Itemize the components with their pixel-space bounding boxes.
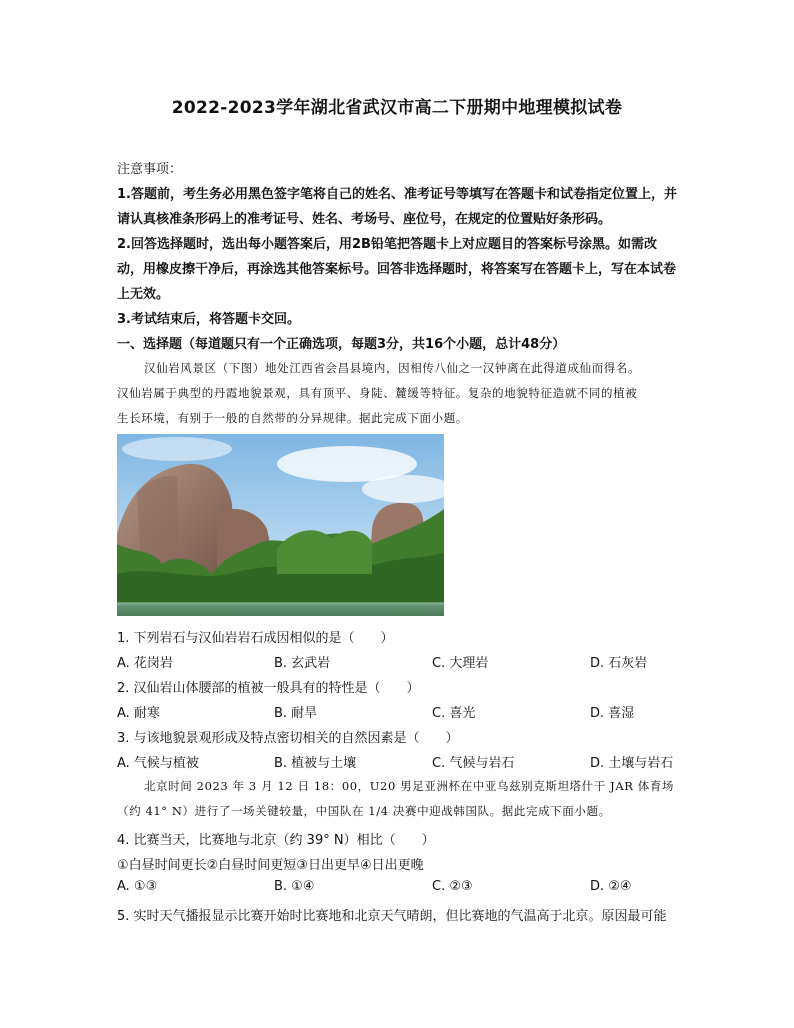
question-4-choices: ①白昼时间更长②白昼时间更短③日出更早④日出更晚	[117, 858, 424, 873]
question-1-option-d[interactable]: D. 石灰岩	[590, 656, 648, 671]
question-1-option-a[interactable]: A. 花岗岩	[117, 656, 173, 671]
notice-item-2-line-2: 动，用橡皮擦干净后，再涂选其他答案标号。回答非选择题时，将答案写在答题卡上，写在本试卷	[117, 262, 677, 277]
question-2-option-c[interactable]: C. 喜光	[432, 706, 476, 721]
notice-item-1-line-1: 1.答题前，考生务必用黑色签字笔将自己的姓名、准考证号等填写在答题卡和试卷指定位置上，并	[117, 187, 677, 202]
section-heading: 一、选择题（每道题只有一个正确选项，每题3分，共16个小题，总计48分）	[117, 337, 566, 352]
passage-1-line-1: 汉仙岩风景区（下图）地处江西省会昌县境内，因相传八仙之一汉钟离在此得道成仙而得名。	[144, 361, 641, 375]
passage-2-line-1: 北京时间 2023 年 3 月 12 日 18：00，U20 男足亚洲杯在中亚乌兹别克斯坦塔什干 JAR 体育场	[144, 779, 675, 793]
question-4-option-d[interactable]: D. ②④	[590, 879, 632, 894]
question-4-option-a[interactable]: A. ①③	[117, 879, 158, 894]
question-3-option-c[interactable]: C. 气候与岩石	[432, 756, 515, 771]
question-2-option-a[interactable]: A. 耐寒	[117, 706, 160, 721]
question-3-option-a[interactable]: A. 气候与植被	[117, 756, 199, 771]
notice-item-1-line-2: 请认真核准条形码上的准考证号、姓名、考场号、座位号，在规定的位置贴好条形码。	[117, 212, 612, 227]
question-3-option-b[interactable]: B. 植被与土壤	[274, 756, 357, 771]
question-4-option-b[interactable]: B. ①④	[274, 879, 315, 894]
question-2-stem: 2. 汉仙岩山体腰部的植被一般具有的特性是（ ）	[117, 681, 420, 696]
notice-item-2-line-3: 上无效。	[117, 287, 170, 302]
question-1-option-c[interactable]: C. 大理岩	[432, 656, 489, 671]
notice-item-2-line-1: 2.回答选择题时，选出每小题答案后，用2B铅笔把答题卡上对应题目的答案标号涂黑。如需改	[117, 237, 657, 252]
notice-heading: 注意事项：	[117, 162, 183, 177]
question-1-option-b[interactable]: B. 玄武岩	[274, 656, 331, 671]
question-3-stem: 3. 与该地貌景观形成及特点密切相关的自然因素是（ ）	[117, 731, 459, 746]
passage-2-line-2: （约 41° N）进行了一场关键较量，中国队在 1/4 决赛中迎战韩国队。据此完成下面小题。	[117, 804, 611, 818]
hanxianyan-landscape-photo	[117, 434, 444, 616]
question-3-option-d[interactable]: D. 土壤与岩石	[590, 756, 674, 771]
question-4-stem: 4. 比赛当天，比赛地与北京（约 39° N）相比（ ）	[117, 833, 435, 848]
notice-item-3: 3.考试结束后，将答题卡交回。	[117, 312, 300, 327]
question-1-stem: 1. 下列岩石与汉仙岩岩石成因相似的是（ ）	[117, 631, 394, 646]
passage-1-line-3: 生长环境，有别于一般的自然带的分异规律。据此完成下面小题。	[117, 411, 468, 425]
question-5-stem: 5. 实时天气播报显示比赛开始时比赛地和北京天气晴朗，但比赛地的气温高于北京。原因最可能	[117, 909, 667, 924]
question-2-option-d[interactable]: D. 喜湿	[590, 706, 635, 721]
question-4-option-c[interactable]: C. ②③	[432, 879, 473, 894]
passage-1-line-2: 汉仙岩属于典型的丹霞地貌景观，具有顶平、身陡、麓缓等特征。复杂的地貌特征造就不同的植被	[117, 386, 638, 400]
page-title: 2022-2023学年湖北省武汉市高二下册期中地理模拟试卷	[171, 98, 623, 118]
question-2-option-b[interactable]: B. 耐旱	[274, 706, 318, 721]
